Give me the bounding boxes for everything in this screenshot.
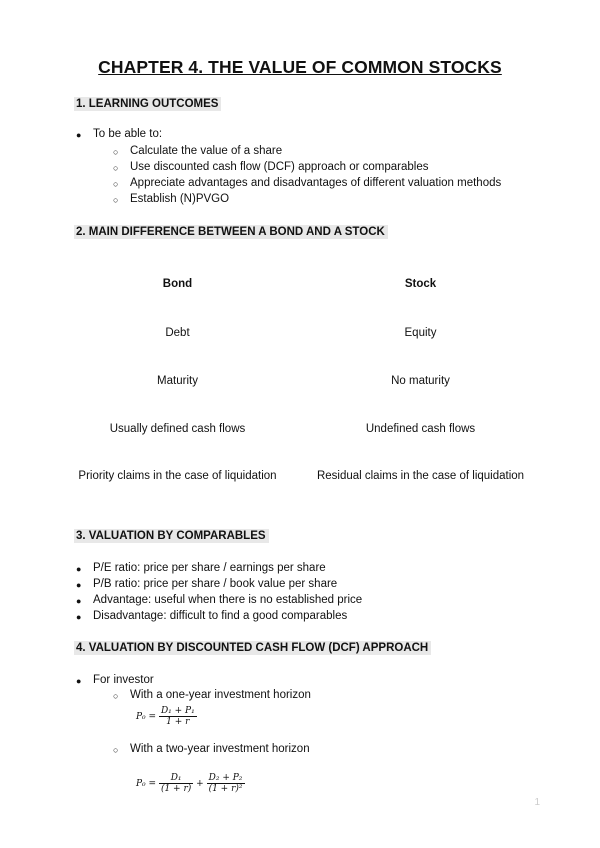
table-cell: No maturity (391, 375, 450, 387)
table-cell: Undefined cash flows (365, 423, 476, 435)
formula-fraction (207, 773, 245, 794)
table-header-bond: Bond (162, 278, 193, 290)
bullet-dot-icon: ● (76, 580, 82, 590)
formula-plus: + (196, 779, 204, 789)
section-1-subitem: Appreciate advantages and disadvantages of different valuation methods (130, 177, 502, 189)
formula-numerator: D₁ + P₁ (160, 706, 195, 716)
formula-numerator: D₂ + P₂ (207, 773, 245, 784)
section-1-subitem: Establish (N)PVGO (130, 193, 230, 205)
circle-bullet-icon: ○ (113, 745, 119, 755)
section-3-heading: 3. VALUATION BY COMPARABLES (74, 529, 269, 543)
formula-fraction (159, 706, 197, 727)
circle-bullet-icon: ○ (113, 691, 119, 701)
table-cell: Maturity (157, 375, 198, 387)
section-2-heading: 2. MAIN DIFFERENCE BETWEEN A BOND AND A STOCK (74, 225, 388, 239)
bullet-dot-icon: ● (76, 612, 82, 622)
formula-lhs: P₀ = (136, 712, 157, 722)
formula-denominator: (1 + r)² (208, 784, 243, 794)
section-3-bullet: P/B ratio: price per share / book value per share (93, 578, 338, 590)
circle-bullet-icon: ○ (113, 147, 119, 157)
table-header-stock: Stock (404, 278, 437, 290)
section-4-bullet: For investor (93, 674, 154, 686)
page-number: 1 (534, 797, 540, 808)
formula-numerator: D₁ (159, 773, 193, 784)
section-3-bullet: Disadvantage: difficult to find a good comparables (93, 610, 348, 622)
section-1-subitem: Calculate the value of a share (130, 145, 283, 157)
section-1-heading: 1. LEARNING OUTCOMES (74, 97, 221, 111)
circle-bullet-icon: ○ (113, 195, 119, 205)
bullet-dot-icon: ● (76, 564, 82, 574)
section-3-bullet: P/E ratio: price per share / earnings per share (93, 562, 326, 574)
circle-bullet-icon: ○ (113, 163, 119, 173)
section-3-bullet: Advantage: useful when there is no established price (93, 594, 363, 606)
formula-denominator: 1 + r (166, 717, 190, 727)
bullet-dot-icon: ● (76, 676, 82, 686)
section-4-heading: 4. VALUATION BY DISCOUNTED CASH FLOW (DCF) APPROACH (74, 641, 431, 655)
table-cell: Usually defined cash flows (109, 423, 246, 435)
table-cell: Debt (165, 327, 190, 339)
table-cell: Equity (404, 327, 437, 339)
bullet-dot-icon: ● (76, 596, 82, 606)
formula-fraction (159, 773, 193, 794)
formula-one-year (136, 706, 197, 727)
chapter-title: CHAPTER 4. THE VALUE OF COMMON STOCKS (98, 57, 502, 77)
section-4-subitem: With a two-year investment horizon (130, 743, 310, 755)
table-cell: Residual claims in the case of liquidation (316, 470, 525, 482)
bullet-dot-icon: ● (76, 130, 82, 140)
formula-two-year (136, 773, 245, 794)
formula-lhs: P₀ = (136, 779, 157, 789)
section-1-subitem: Use discounted cash flow (DCF) approach or comparables (130, 161, 429, 173)
formula-denominator: (1 + r) (160, 784, 192, 794)
section-4-subitem: With a one-year investment horizon (130, 689, 311, 701)
section-1-bullet: To be able to: (93, 128, 163, 140)
table-cell: Priority claims in the case of liquidation (78, 470, 277, 482)
circle-bullet-icon: ○ (113, 179, 119, 189)
